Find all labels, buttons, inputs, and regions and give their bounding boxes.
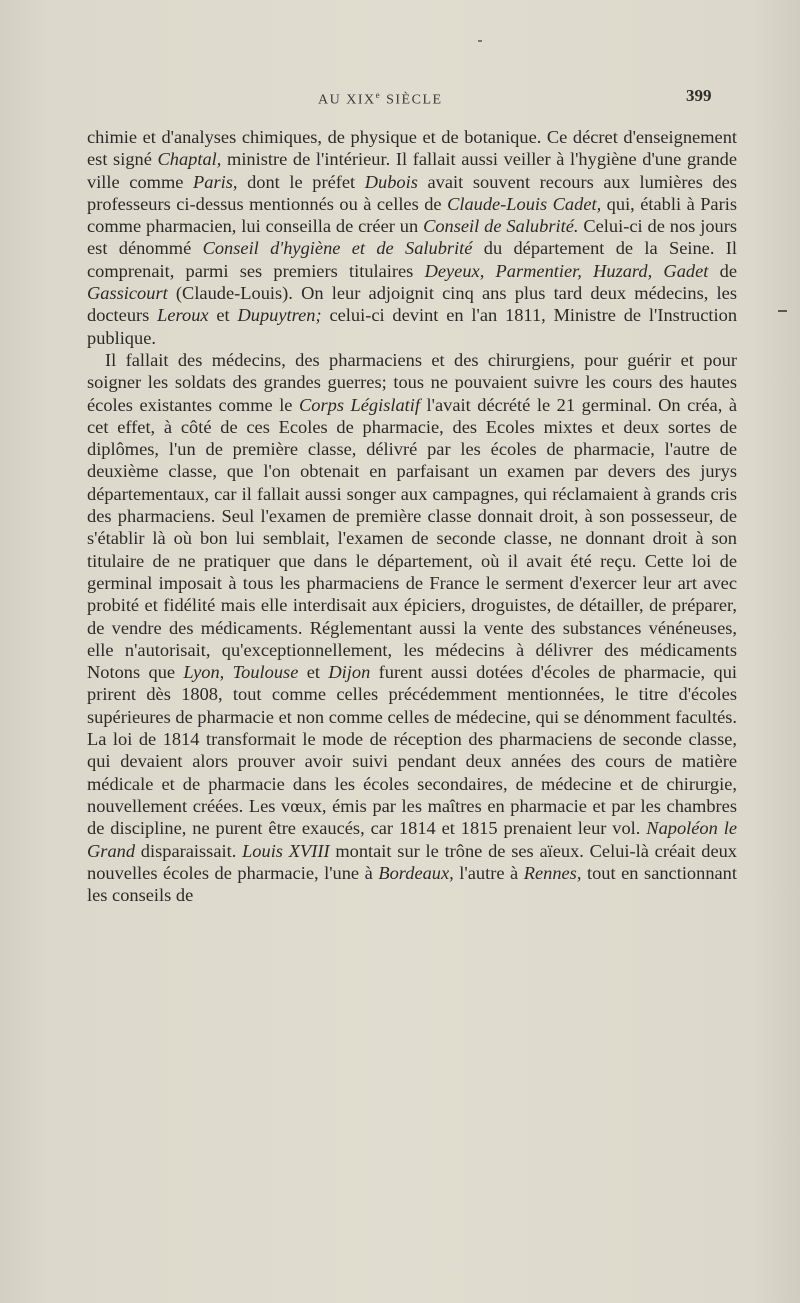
italic-text: Gassicourt [87, 283, 168, 304]
body-text [87, 126, 737, 906]
italic-text: Lyon, Toulouse [183, 662, 299, 683]
page-header [0, 86, 800, 110]
text-run: celui-ci devint en l'an 1811, Ministre de l'Instruction publique. [87, 305, 738, 348]
text-run: montait sur le trône de ses aïeux. Celui-là créait deux nouvelles écoles de pharmacie, l'une à [87, 840, 738, 883]
text-run: et [208, 305, 238, 326]
text-run: et [298, 662, 329, 683]
paragraph [87, 126, 737, 349]
running-head-suffix: SIÈCLE [381, 92, 443, 108]
italic-text: Dupuytren; [237, 305, 322, 326]
italic-text: Conseil d'hygiène et de Salubrité [202, 238, 473, 259]
text-run: tout en sanctionnant les conseils de [87, 862, 737, 906]
italic-text: Dubois [364, 171, 418, 192]
text-run: ministre de l'intérieur. Il fallait aussi veiller à l'hygiène d'une grande ville comme [87, 149, 737, 192]
running-head-superscript: e [375, 90, 382, 100]
print-mark [478, 40, 482, 42]
italic-text: Claude-Louis Cadet, [447, 193, 602, 214]
text-run: de [708, 260, 737, 281]
italic-text: Corps Législatif [299, 394, 421, 415]
margin-mark [778, 310, 787, 312]
italic-text: Napoléon le Grand [87, 818, 737, 861]
italic-text: Paris, [193, 171, 238, 192]
italic-text: Bordeaux, [378, 862, 454, 883]
italic-text: Dijon [328, 662, 371, 683]
text-run: avait souvent recours aux lumières des professeurs ci-dessus mentionnés ou à celles de [87, 171, 737, 214]
text-run: l'autre à [453, 862, 524, 883]
text-run: l'avait décrété le 21 germinal. On créa, à cet effet, à côté de ces Ecoles de pharmacie, des Ecoles mixtes et deux sortes de diplômes, l'un de première classe, délivré par les écoles de pharmacie, l'autre de deuxième classe, que l'on obtenait en parfaisant un examen par devers des jurys départementaux, car il fallait aussi songer aux campagnes, qui réclamaient à grands cris des pharmaciens. Seul l'examen de première classe donnait droit, à son possesseur, de s'établir là où bon lui semblait, l'examen de seconde classe, ne donnant droit à son titulaire de ne pratiquer que dans le département, où il avait été reçu. Cette loi de germinal imposait à tous les pharmaciens de France le serment d'exercer leur art avec probité et fidélité mais elle interdisait aux épiciers, droguistes, de détailler, de préparer, de vendre des médicaments. Réglementant aussi la vente des substances vénéneuses, elle n'autorisait, qu'exceptionnellement, les médecins à délivrer des médicaments Notons que [87, 394, 738, 683]
page-number: 399 [686, 86, 712, 105]
text-run: chimie et d'analyses chimiques, de physique et de botanique. Ce décret d'enseignement est signé [87, 127, 737, 170]
text-run: (Claude-Louis). On leur adjoignit cinq ans plus tard deux médecins, les docteurs [87, 283, 737, 326]
text-run: Celui-ci de nos jours est dénommé [87, 216, 737, 259]
italic-text: Louis XVIII [242, 840, 330, 861]
running-head [318, 90, 443, 109]
running-head-prefix: AU XIX [318, 92, 376, 108]
italic-text: Deyeux, Parmentier, Huzard, Gadet [424, 260, 709, 281]
italic-text: Leroux [157, 305, 209, 326]
italic-text: Conseil de Salubrité. [423, 216, 579, 237]
text-run: disparaissait. [135, 840, 243, 861]
italic-text: Chaptal, [157, 149, 222, 170]
paragraph [87, 349, 737, 906]
italic-text: Rennes, [523, 862, 582, 883]
text-run: du département de la Seine. Il comprenait, parmi ses premiers titulaires [87, 238, 737, 281]
text-run: Il fallait des médecins, des pharmaciens et des chirurgiens, pour guérir et pour soigner les soldats des grandes guerres; tous ne pouvaient suivre les cours des hautes écoles existantes comme le [87, 349, 737, 415]
text-run: furent aussi dotées d'écoles de pharmacie, qui prirent dès 1808, tout comme celles précédemment mentionnées, le titre d'écoles supérieures de pharmacie et non comme celles de médecine, qui se dénomment facultés. La loi de 1814 transformait le mode de réception des pharmaciens de seconde classe, qui devaient alors prouver avoir suivi pendant deux années des cours de matière médicale et de pharmacie dans les écoles secondaires, de médecine et de chirurgie, nouvellement créées. Les vœux, émis par les maîtres en pharmacie et par les chambres de discipline, ne purent être exaucés, car 1814 et 1815 prenaient leur vol. [87, 662, 737, 839]
text-run: dont le préfet [237, 171, 365, 192]
text-run: qui, établi à Paris comme pharmacien, lui conseilla de créer un [87, 193, 737, 237]
